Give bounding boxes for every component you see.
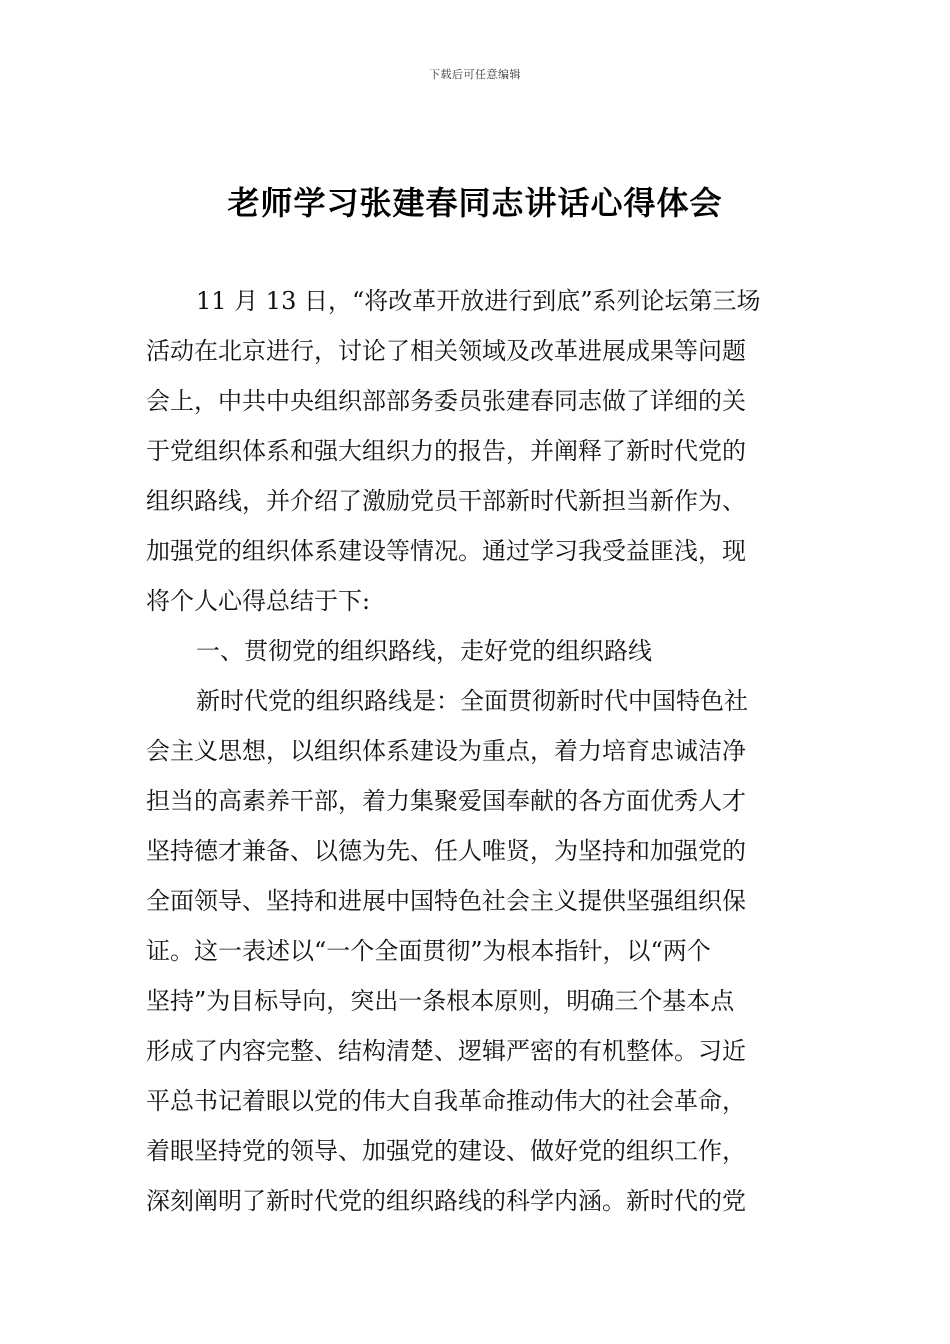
document-title: 老师学习张建春同志讲话心得体会 [227,184,723,222]
section-heading: 一、贯彻党的组织路线，走好党的组织路线 [196,637,652,665]
body-line: 着眼坚持党的领导、加强党的建设、做好党的组织工作， [146,1137,746,1165]
body-line: 坚持德才兼备、以德为先、任人唯贤，为坚持和加强党的 [146,837,746,865]
body-line: 会主义思想，以组织体系建设为重点，着力培育忠诚洁净 [146,737,746,765]
body-line: 活动在北京进行，讨论了相关领域及改革进展成果等问题 [146,337,746,365]
body-line: 会上，中共中央组织部部务委员张建春同志做了详细的关 [146,387,746,415]
document-body [146,281,806,1231]
body-line: 平总书记着眼以党的伟大自我革命推动伟大的社会革命， [146,1087,746,1115]
body-line: 新时代党的组织路线是：全面贯彻新时代中国特色社 [196,687,748,715]
body-line: 坚持”为目标导向，突出一条根本原则，明确三个基本点 [146,987,735,1015]
body-line: 担当的高素养干部，着力集聚爱国奉献的各方面优秀人才 [146,787,746,815]
body-line: 证。这一表述以“一个全面贯彻”为根本指针，以“两个 [146,937,711,965]
body-line: 深刻阐明了新时代党的组织路线的科学内涵。新时代的党 [146,1187,746,1215]
body-line: 将个人心得总结于下: [146,587,371,615]
body-line: 于党组织体系和强大组织力的报告，并阐释了新时代党的 [146,437,746,465]
body-line: 形成了内容完整、结构清楚、逻辑严密的有机整体。习近 [146,1037,746,1065]
body-line: 组织路线，并介绍了激励党员干部新时代新担当新作为、 [146,487,746,515]
body-line: 全面领导、坚持和进展中国特色社会主义提供坚强组织保 [146,887,746,915]
header-note: 下载后可任意编辑 [429,68,521,81]
body-line: 11 月 13 日，“将改革开放进行到底”系列论坛第三场 [196,287,761,315]
body-line: 加强党的组织体系建设等情况。通过学习我受益匪浅，现 [146,537,746,565]
